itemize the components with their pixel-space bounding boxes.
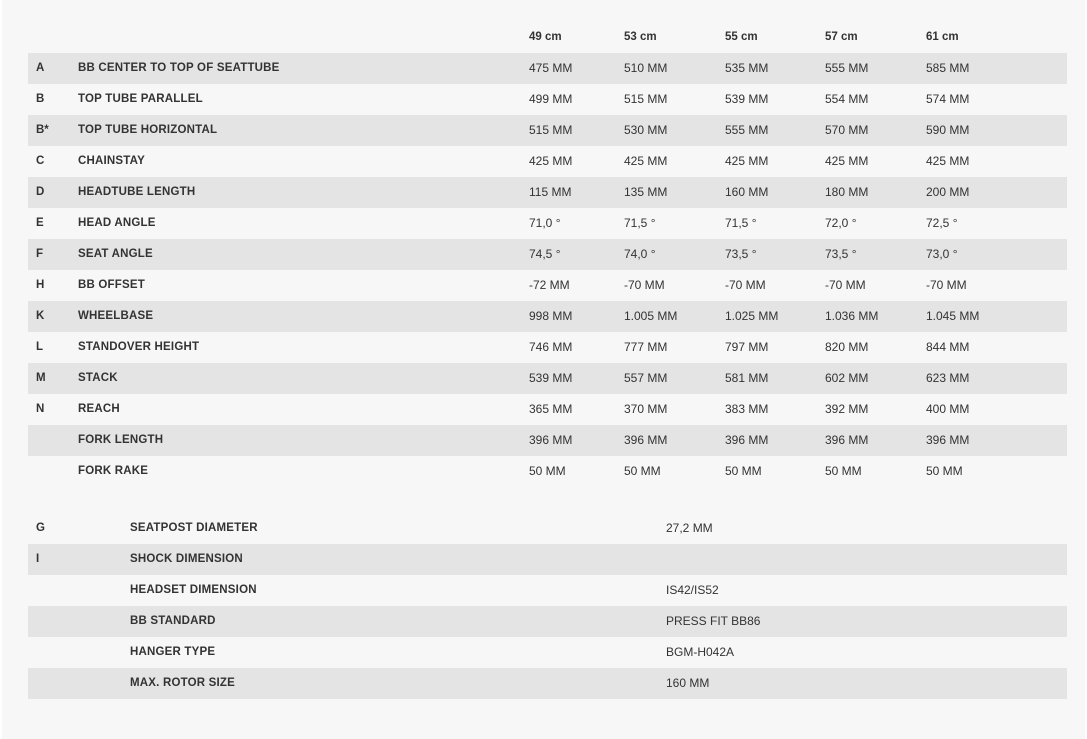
measure-value: 180 MM bbox=[825, 185, 869, 199]
measure-letter: N bbox=[36, 403, 45, 415]
spec-row bbox=[28, 575, 1067, 606]
measure-value: 499 MM bbox=[529, 92, 573, 106]
measure-label: SEAT ANGLE bbox=[78, 248, 153, 260]
spec-row bbox=[28, 544, 1067, 575]
measure-value: 50 MM bbox=[825, 464, 862, 478]
measure-value: 623 MM bbox=[926, 371, 970, 385]
measure-value: 425 MM bbox=[529, 154, 573, 168]
measure-value: 425 MM bbox=[926, 154, 970, 168]
geometry-row bbox=[28, 270, 1067, 301]
measure-label: HEADTUBE LENGTH bbox=[78, 186, 196, 198]
measure-value: 539 MM bbox=[529, 371, 573, 385]
measure-value: 1.036 MM bbox=[825, 309, 879, 323]
size-header: 61 cm bbox=[926, 31, 959, 43]
measure-value: 396 MM bbox=[825, 433, 869, 447]
measure-value: 396 MM bbox=[529, 433, 573, 447]
measure-value: 585 MM bbox=[926, 61, 970, 75]
spec-value: IS42/IS52 bbox=[666, 583, 719, 597]
measure-label: HEAD ANGLE bbox=[78, 217, 156, 229]
size-header-row bbox=[28, 22, 1067, 53]
measure-value: 581 MM bbox=[725, 371, 769, 385]
measure-letter: K bbox=[36, 310, 45, 322]
measure-value: 555 MM bbox=[725, 123, 769, 137]
measure-value: 555 MM bbox=[825, 61, 869, 75]
measure-label: BB OFFSET bbox=[78, 279, 145, 291]
spec-label: HEADSET DIMENSION bbox=[130, 584, 257, 596]
spec-value: BGM-H042A bbox=[666, 645, 735, 659]
measure-value: 370 MM bbox=[624, 402, 668, 416]
measure-value: 200 MM bbox=[926, 185, 970, 199]
geometry-row bbox=[28, 394, 1067, 425]
spec-label: SHOCK DIMENSION bbox=[130, 553, 243, 565]
measure-value: 574 MM bbox=[926, 92, 970, 106]
measure-value: 400 MM bbox=[926, 402, 970, 416]
measure-value: 50 MM bbox=[624, 464, 661, 478]
spec-letter: I bbox=[36, 553, 40, 565]
measure-value: -70 MM bbox=[725, 278, 766, 292]
spec-label: BB STANDARD bbox=[130, 615, 216, 627]
measure-letter: B bbox=[36, 93, 45, 105]
spec-value: 160 MM bbox=[666, 676, 710, 690]
geometry-row bbox=[28, 115, 1067, 146]
spec-letter: G bbox=[36, 522, 45, 534]
measure-value: 554 MM bbox=[825, 92, 869, 106]
measure-value: 1.025 MM bbox=[725, 309, 779, 323]
spec-row bbox=[28, 668, 1067, 699]
measure-letter: B* bbox=[36, 124, 49, 136]
measure-value: 73,0 ° bbox=[926, 247, 958, 261]
geometry-row bbox=[28, 425, 1067, 456]
measure-letter: C bbox=[36, 155, 45, 167]
spec-label: SEATPOST DIAMETER bbox=[130, 522, 258, 534]
measure-value: 73,5 ° bbox=[725, 247, 757, 261]
measure-value: 1.005 MM bbox=[624, 309, 678, 323]
measure-value: 50 MM bbox=[926, 464, 963, 478]
measure-value: 71,5 ° bbox=[725, 216, 757, 230]
measure-value: 515 MM bbox=[624, 92, 668, 106]
spec-label: HANGER TYPE bbox=[130, 646, 216, 658]
measure-label: WHEELBASE bbox=[78, 310, 154, 322]
measure-value: 160 MM bbox=[725, 185, 769, 199]
measure-value: 746 MM bbox=[529, 340, 573, 354]
geometry-row bbox=[28, 208, 1067, 239]
size-header: 57 cm bbox=[825, 31, 858, 43]
size-header: 55 cm bbox=[725, 31, 758, 43]
measure-value: -70 MM bbox=[926, 278, 967, 292]
size-header: 49 cm bbox=[529, 31, 562, 43]
geometry-row bbox=[28, 146, 1067, 177]
geometry-row bbox=[28, 239, 1067, 270]
spec-row bbox=[28, 513, 1067, 544]
geometry-table bbox=[28, 22, 1067, 487]
measure-value: 510 MM bbox=[624, 61, 668, 75]
measure-value: 425 MM bbox=[624, 154, 668, 168]
measure-value: 396 MM bbox=[725, 433, 769, 447]
measure-label: STACK bbox=[78, 372, 118, 384]
measure-value: 515 MM bbox=[529, 123, 573, 137]
measure-value: 115 MM bbox=[529, 185, 572, 199]
measure-value: 530 MM bbox=[624, 123, 668, 137]
measure-value: 396 MM bbox=[624, 433, 668, 447]
measure-value: 557 MM bbox=[624, 371, 668, 385]
geometry-row bbox=[28, 332, 1067, 363]
measure-value: 602 MM bbox=[825, 371, 869, 385]
spec-label: MAX. ROTOR SIZE bbox=[130, 677, 236, 689]
measure-value: 72,5 ° bbox=[926, 216, 958, 230]
geometry-row bbox=[28, 53, 1067, 84]
measure-value: 396 MM bbox=[926, 433, 970, 447]
measure-value: 777 MM bbox=[624, 340, 668, 354]
measure-label: BB CENTER TO TOP OF SEATTUBE bbox=[78, 62, 280, 74]
measure-value: 535 MM bbox=[725, 61, 769, 75]
measure-value: 71,5 ° bbox=[624, 216, 656, 230]
measure-label: FORK LENGTH bbox=[78, 434, 164, 446]
measure-value: -70 MM bbox=[825, 278, 866, 292]
measure-label: STANDOVER HEIGHT bbox=[78, 341, 200, 353]
spec-row bbox=[28, 606, 1067, 637]
measure-value: 425 MM bbox=[725, 154, 769, 168]
measure-value: 539 MM bbox=[725, 92, 769, 106]
measure-value: 73,5 ° bbox=[825, 247, 857, 261]
geometry-row bbox=[28, 84, 1067, 115]
measure-value: 1.045 MM bbox=[926, 309, 980, 323]
measure-value: 475 MM bbox=[529, 61, 573, 75]
measure-value: 74,5 ° bbox=[529, 247, 561, 261]
measure-value: 820 MM bbox=[825, 340, 869, 354]
measure-value: 74,0 ° bbox=[624, 247, 656, 261]
geometry-page bbox=[2, 0, 1085, 739]
measure-value: 392 MM bbox=[825, 402, 869, 416]
measure-value: 383 MM bbox=[725, 402, 769, 416]
spec-value: PRESS FIT BB86 bbox=[666, 614, 761, 628]
measure-value: 590 MM bbox=[926, 123, 970, 137]
spec-row bbox=[28, 637, 1067, 668]
size-header: 53 cm bbox=[624, 31, 657, 43]
measure-value: 50 MM bbox=[529, 464, 566, 478]
measure-value: -70 MM bbox=[624, 278, 665, 292]
measure-value: 135 MM bbox=[624, 185, 668, 199]
measure-label: CHAINSTAY bbox=[78, 155, 145, 167]
geometry-row bbox=[28, 456, 1067, 487]
measure-letter: F bbox=[36, 248, 44, 260]
measure-label: TOP TUBE HORIZONTAL bbox=[78, 124, 218, 136]
geometry-row bbox=[28, 177, 1067, 208]
measure-value: 50 MM bbox=[725, 464, 762, 478]
measure-letter: L bbox=[36, 341, 44, 353]
measure-label: REACH bbox=[78, 403, 120, 415]
measure-value: 72,0 ° bbox=[825, 216, 857, 230]
measure-label: FORK RAKE bbox=[78, 465, 149, 477]
measure-letter: D bbox=[36, 186, 45, 198]
measure-label: TOP TUBE PARALLEL bbox=[78, 93, 203, 105]
specs-table bbox=[28, 513, 1067, 699]
measure-value: 570 MM bbox=[825, 123, 869, 137]
measure-value: 797 MM bbox=[725, 340, 769, 354]
measure-value: -72 MM bbox=[529, 278, 570, 292]
geometry-row bbox=[28, 301, 1067, 332]
measure-letter: M bbox=[36, 372, 46, 384]
measure-value: 844 MM bbox=[926, 340, 970, 354]
measure-value: 998 MM bbox=[529, 309, 573, 323]
measure-letter: A bbox=[36, 62, 45, 74]
measure-letter: H bbox=[36, 279, 45, 291]
spec-value: 27,2 MM bbox=[666, 521, 713, 535]
measure-value: 365 MM bbox=[529, 402, 573, 416]
geometry-row bbox=[28, 363, 1067, 394]
measure-value: 71,0 ° bbox=[529, 216, 561, 230]
measure-value: 425 MM bbox=[825, 154, 869, 168]
measure-letter: E bbox=[36, 217, 44, 229]
